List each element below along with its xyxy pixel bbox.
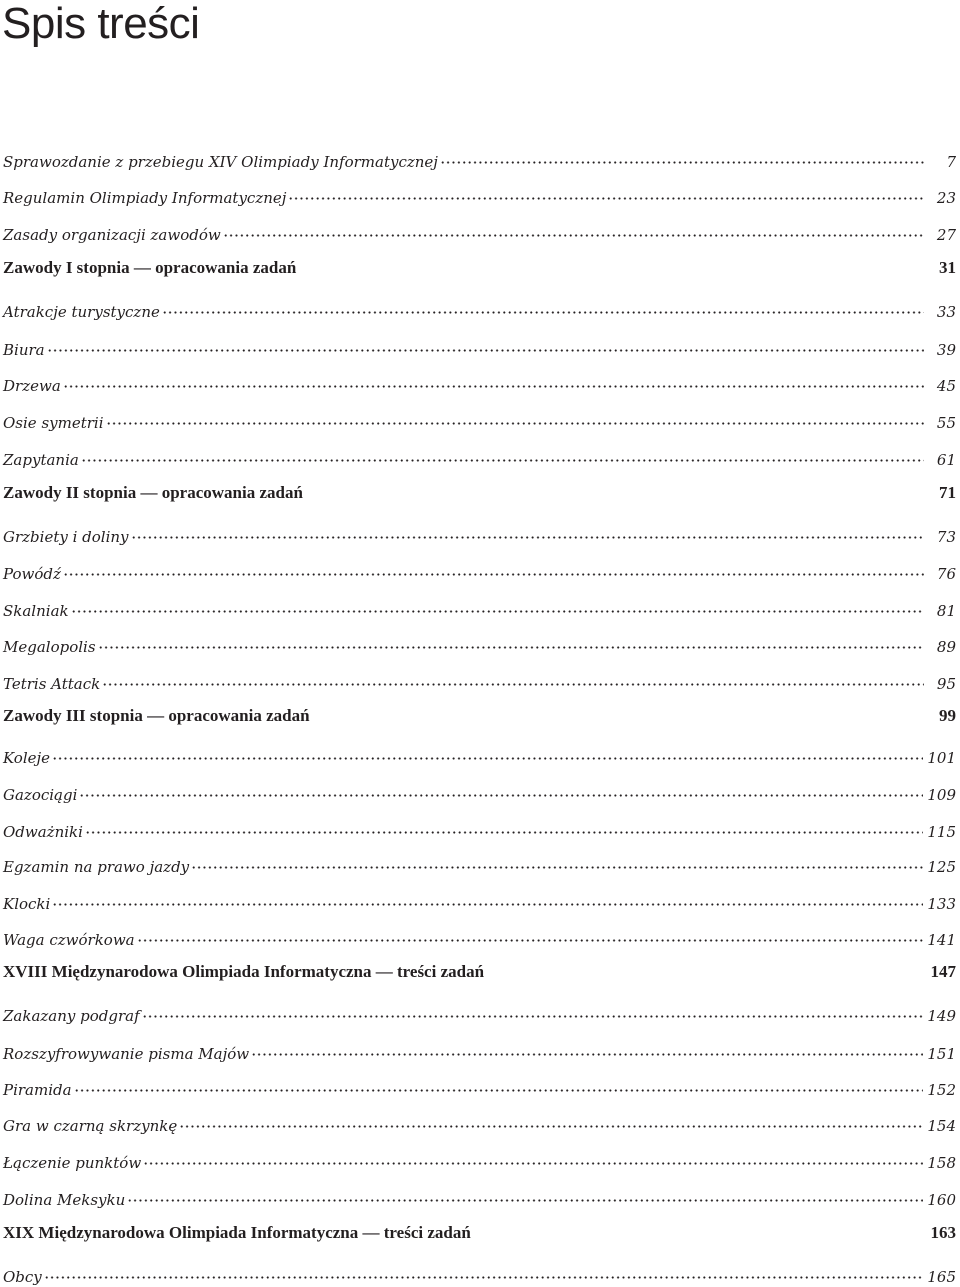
dot-leader: [47, 335, 924, 355]
dot-leader: [191, 852, 923, 872]
entry-title: Regulamin Olimpiady Informatycznej: [3, 189, 287, 207]
toc-entry: [3, 743, 956, 768]
entry-title: Łączenie punktów: [3, 1154, 142, 1172]
dot-leader: [102, 669, 924, 689]
entry-title: Megalopolis: [3, 638, 96, 656]
page-number: 61: [936, 451, 956, 469]
page-number: 99: [939, 706, 956, 725]
dot-leader: [131, 522, 924, 542]
page-title: Spis treści: [2, 0, 200, 48]
page-number: 45: [936, 377, 956, 395]
page-number: 158: [927, 1154, 956, 1172]
page-number: 89: [936, 638, 956, 656]
dot-leader: [137, 925, 924, 945]
section-title: XIX Międzynarodowa Olimpiada Informatyczna — treści zadań: [3, 1223, 471, 1242]
page-number: 154: [927, 1117, 956, 1135]
entry-title: Waga czwórkowa: [3, 931, 135, 949]
toc-entry: [3, 297, 956, 322]
toc-entry: [3, 1148, 956, 1173]
toc-entry: [3, 1185, 956, 1210]
dot-leader: [142, 1001, 924, 1021]
page-number: 95: [936, 675, 956, 693]
toc-entry: [3, 183, 956, 208]
entry-title: Piramida: [3, 1081, 72, 1099]
dot-leader: [52, 743, 923, 763]
page-number: 7: [946, 153, 956, 171]
toc-section-heading: [3, 961, 956, 983]
page-number: 133: [927, 895, 956, 913]
page-number: 125: [927, 858, 956, 876]
entry-title: Drzewa: [3, 377, 61, 395]
dot-leader: [74, 1075, 924, 1095]
dot-leader: [251, 1039, 923, 1059]
toc-section-heading: [3, 257, 956, 279]
dot-leader: [179, 1111, 923, 1131]
page-number: 39: [936, 341, 956, 359]
page-number: 23: [936, 189, 956, 207]
entry-title: Klocki: [3, 895, 51, 913]
toc-section-heading: [3, 705, 956, 727]
toc-entry: [3, 1001, 956, 1026]
dot-leader: [127, 1185, 923, 1205]
toc-entry: [3, 852, 956, 877]
page-number: 109: [927, 786, 956, 804]
page-number: 152: [927, 1081, 956, 1099]
toc-entry: [3, 817, 956, 842]
toc-entry: [3, 1262, 956, 1287]
page-number: 71: [939, 483, 956, 502]
entry-title: Odważniki: [3, 823, 83, 841]
section-title: Zawody I stopnia — opracowania zadań: [3, 258, 297, 277]
dot-leader: [71, 596, 924, 616]
entry-title: Osie symetrii: [3, 414, 104, 432]
page-number: 141: [927, 931, 956, 949]
dot-leader: [81, 445, 924, 465]
page-number: 55: [936, 414, 956, 432]
section-title: Zawody III stopnia — opracowania zadań: [3, 706, 310, 725]
page-number: 81: [936, 602, 956, 620]
entry-title: Grzbiety i doliny: [3, 528, 129, 546]
entry-title: Biura: [3, 341, 45, 359]
page-number: 101: [927, 749, 956, 767]
page-number: 163: [930, 1223, 956, 1242]
page-number: 160: [927, 1191, 956, 1209]
entry-title: Atrakcje turystyczne: [3, 303, 160, 321]
section-title: XVIII Międzynarodowa Olimpiada Informatyczna — treści zadań: [3, 962, 485, 981]
entry-title: Gazociągi: [3, 786, 78, 804]
toc-entry: [3, 1111, 956, 1136]
entry-title: Koleje: [3, 749, 51, 767]
toc-entry: [3, 147, 956, 172]
toc-entry: [3, 1075, 956, 1100]
toc-entry: [3, 335, 956, 360]
dot-leader: [52, 889, 923, 909]
toc-entry: [3, 220, 956, 245]
section-title: Zawody II stopnia — opracowania zadań: [3, 483, 303, 502]
dot-leader: [63, 559, 924, 579]
page-number: 76: [936, 565, 956, 583]
toc-section-heading: [3, 482, 956, 504]
toc-entry: [3, 1039, 956, 1064]
toc-entry: [3, 559, 956, 584]
toc-entry: [3, 925, 956, 950]
entry-title: Rozszyfrowywanie pisma Majów: [3, 1045, 250, 1063]
entry-title: Dolina Meksyku: [3, 1191, 126, 1209]
dot-leader: [98, 632, 924, 652]
entry-title: Tetris Attack: [3, 675, 101, 693]
toc-entry: [3, 632, 956, 657]
entry-title: Zasady organizacji zawodów: [3, 226, 221, 244]
dot-leader: [85, 817, 923, 837]
page-number: 151: [927, 1045, 956, 1063]
entry-title: Skalniak: [3, 602, 69, 620]
dot-leader: [106, 408, 924, 428]
dot-leader: [44, 1262, 924, 1282]
toc-entry: [3, 780, 956, 805]
toc-entry: [3, 522, 956, 547]
dot-leader: [143, 1148, 923, 1168]
page-number: 31: [939, 258, 956, 277]
dot-leader: [288, 183, 924, 203]
entry-title: Egzamin na prawo jazdy: [3, 858, 190, 876]
entry-title: Zapytania: [3, 451, 79, 469]
page-number: 147: [930, 962, 956, 981]
entry-title: Sprawozdanie z przebiegu XIV Olimpiady Informatycznej: [3, 153, 438, 171]
dot-leader: [162, 297, 924, 317]
entry-title: Zakazany podgraf: [3, 1007, 140, 1025]
toc-entry: [3, 889, 956, 914]
entry-title: Gra w czarną skrzynkę: [3, 1117, 178, 1135]
toc-entry: [3, 445, 956, 470]
page-number: 27: [936, 226, 956, 244]
toc-entry: [3, 596, 956, 621]
dot-leader: [440, 147, 924, 167]
toc-entry: [3, 669, 956, 694]
toc-entry: [3, 371, 956, 396]
dot-leader: [79, 780, 923, 800]
entry-title: Powódź: [3, 565, 61, 583]
dot-leader: [223, 220, 924, 240]
page-number: 33: [936, 303, 956, 321]
page-number: 115: [927, 823, 956, 841]
page-number: 165: [927, 1268, 956, 1286]
page-number: 149: [927, 1007, 956, 1025]
entry-title: Obcy: [3, 1268, 42, 1286]
dot-leader: [63, 371, 924, 391]
page-number: 73: [936, 528, 956, 546]
toc-section-heading: [3, 1222, 956, 1244]
toc-entry: [3, 408, 956, 433]
